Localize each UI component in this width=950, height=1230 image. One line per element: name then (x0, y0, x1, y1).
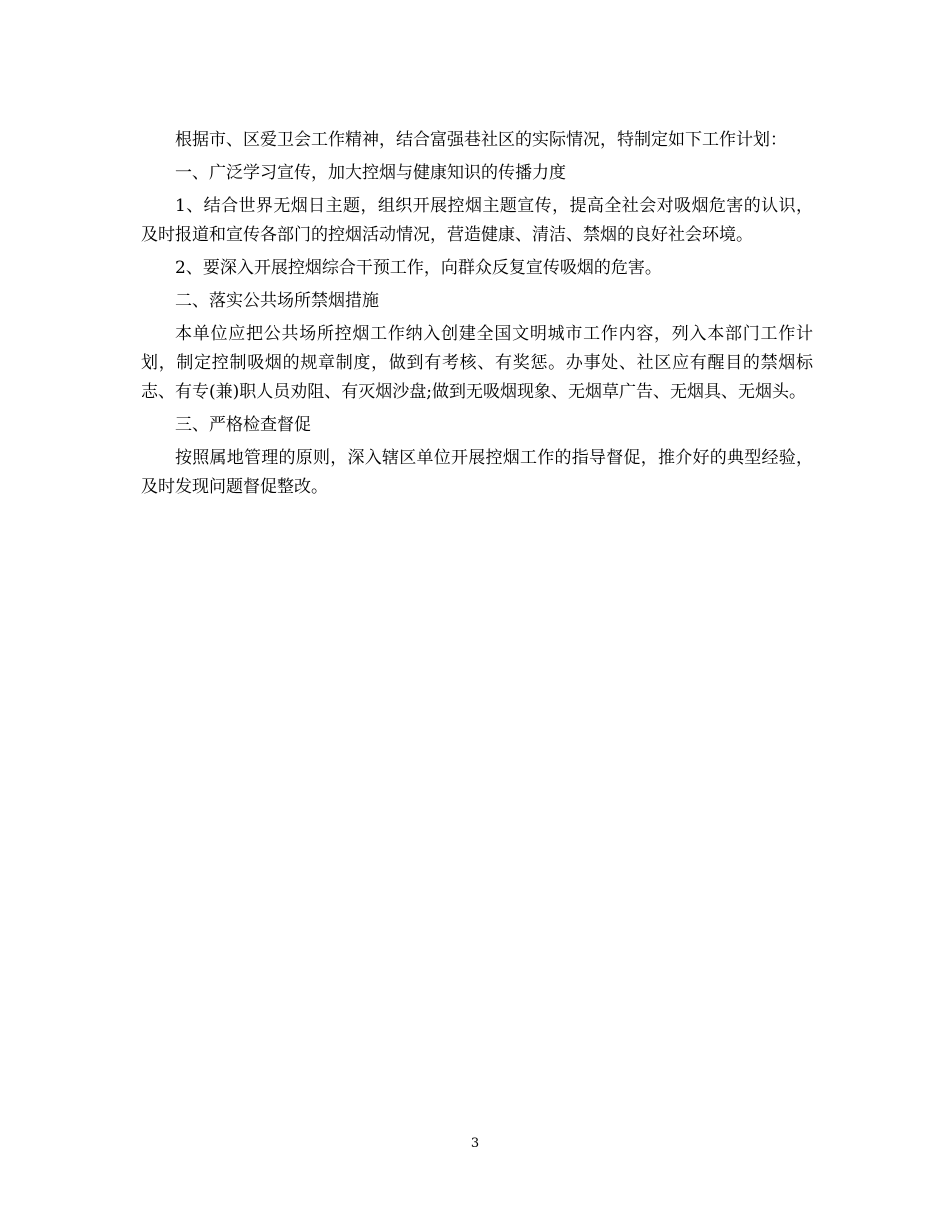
paragraph-section-2: 本单位应把公共场所控烟工作纳入创建全国文明城市工作内容，列入本部门工作计划，制定控制吸烟的规章制度，做到有考核、有奖惩。办事处、社区应有醒目的禁烟标志、有专(兼)职人员劝阻、有灭烟沙盘;做到无吸烟现象、无烟草广告、无烟具、无烟头。 (141, 324, 813, 402)
section-heading-3: 三、严格检查督促 (175, 415, 311, 435)
section-heading-2: 二、落实公共场所禁烟措施 (175, 291, 379, 311)
paragraph-item-1: 1、结合世界无烟日主题，组织开展控烟主题宣传，提高全社会对吸烟危害的认识，及时报道和宣传各部门的控烟活动情况，营造健康、清洁、禁烟的良好社会环境。 (141, 196, 813, 245)
document-body (141, 126, 813, 506)
paragraph-item-2: 2、要深入开展控烟综合干预工作，向群众反复宣传吸烟的危害。 (175, 258, 662, 278)
section-heading-1: 一、广泛学习宣传，加大控烟与健康知识的传播力度 (175, 163, 566, 183)
paragraph-section-3: 按照属地管理的原则，深入辖区单位开展控烟工作的指导督促，推介好的典型经验，及时发现问题督促整改。 (141, 448, 813, 497)
page-number: 3 (470, 1136, 480, 1151)
paragraph-intro: 根据市、区爱卫会工作精神，结合富强巷社区的实际情况，特制定如下工作计划： (175, 130, 787, 150)
